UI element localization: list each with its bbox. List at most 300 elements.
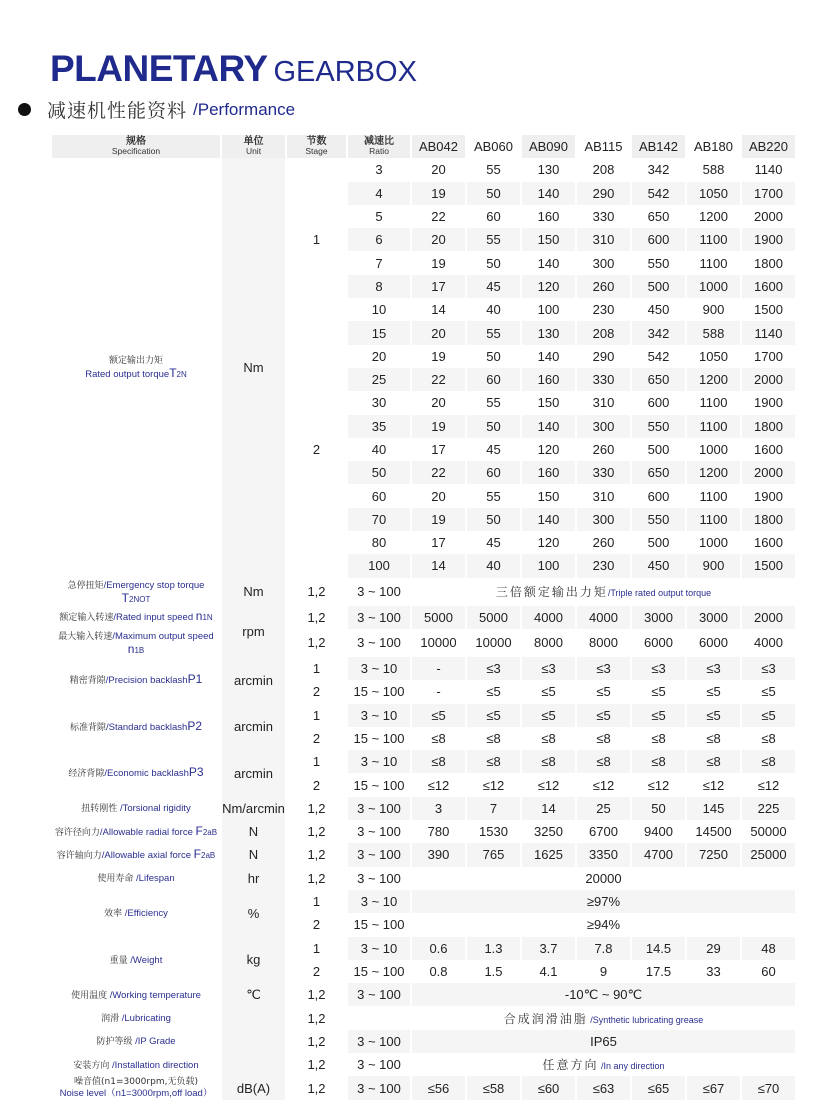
value-cell: ≤12: [687, 773, 742, 796]
ratio-cell: 3 ~ 10: [348, 937, 412, 960]
spec-label: [52, 750, 222, 797]
spec-label-en: /Standard backlash: [105, 721, 188, 733]
value-cell: 1100: [687, 391, 742, 414]
ratio-cell: 80: [348, 531, 412, 554]
stage-cell: 1,2: [287, 843, 348, 866]
spec-label: [52, 606, 222, 629]
value-cell: 230: [577, 298, 632, 321]
ratio-cell: 35: [348, 415, 412, 438]
unit-cell: [222, 1006, 287, 1076]
value-cell: 1200: [687, 368, 742, 391]
spec-label: [52, 629, 222, 657]
spec-label-en: /Weight: [127, 954, 163, 966]
value-cell: -: [412, 680, 467, 703]
value-cell: 14: [412, 554, 467, 577]
spec-label: [52, 797, 222, 820]
value-cell: 7250: [687, 843, 742, 866]
value-cell: 900: [687, 554, 742, 577]
spec-symbol: n: [127, 641, 135, 656]
ratio-cell: 15 ~ 100: [348, 960, 412, 983]
stage-cell: 1: [287, 937, 348, 960]
spec-label-en: /Installation direction: [109, 1059, 199, 1071]
spec-label-en: /Maximum output speed: [112, 630, 214, 642]
value-cell: 17: [412, 275, 467, 298]
spec-label-en: /Lifespan: [133, 873, 175, 885]
stage-cell: 1,2: [287, 983, 348, 1006]
value-cell: 290: [577, 182, 632, 205]
value-cell: 10000: [467, 629, 522, 657]
value-cell: 330: [577, 205, 632, 228]
spec-symbol: P3: [188, 765, 204, 780]
value-cell: 1625: [522, 843, 577, 866]
ratio-cell: [348, 1006, 412, 1029]
ratio-cell: 3 ~ 10: [348, 890, 412, 913]
spec-label: [52, 820, 222, 843]
value-cell: 2000: [742, 368, 797, 391]
unit-cell: hr: [222, 867, 287, 890]
value-cell: 1200: [687, 461, 742, 484]
spec-label-cn: 精密背隙: [69, 676, 106, 687]
ratio-cell: 15 ~ 100: [348, 727, 412, 750]
value-cell: 260: [577, 531, 632, 554]
value-cell: ≤5: [412, 704, 467, 727]
ratio-cell: 30: [348, 391, 412, 414]
value-cell: 450: [632, 554, 687, 577]
value-cell: 29: [687, 937, 742, 960]
value-cell: 6700: [577, 820, 632, 843]
value-cell: 120: [522, 275, 577, 298]
value-cell: 260: [577, 275, 632, 298]
merged-value-cell: ≥97%: [412, 890, 797, 913]
stage-cell: 2: [287, 960, 348, 983]
value-cell: 60: [467, 368, 522, 391]
title-bold: PLANETARY: [50, 48, 268, 89]
value-cell: ≤5: [632, 704, 687, 727]
ratio-cell: 70: [348, 508, 412, 531]
value-cell: 2000: [742, 606, 797, 629]
unit-cell: rpm: [222, 606, 287, 657]
section-subtitle: [18, 96, 295, 123]
value-cell: 25: [577, 797, 632, 820]
value-cell: 650: [632, 461, 687, 484]
value-cell: 1900: [742, 391, 797, 414]
value-cell: 1100: [687, 415, 742, 438]
value-cell: 140: [522, 251, 577, 274]
value-cell: ≤67: [687, 1076, 742, 1100]
value-cell: 60: [467, 461, 522, 484]
value-cell: 100: [522, 298, 577, 321]
spec-label: [52, 983, 222, 1006]
value-cell: 1100: [687, 251, 742, 274]
value-cell: 3000: [687, 606, 742, 629]
table-row: [52, 1076, 797, 1100]
value-cell: 50: [467, 182, 522, 205]
value-cell: 14: [522, 797, 577, 820]
ratio-cell: 3 ~ 100: [348, 578, 412, 606]
value-cell: 330: [577, 461, 632, 484]
value-cell: 140: [522, 508, 577, 531]
spec-label-cn: 额定输出力矩: [108, 355, 163, 366]
value-cell: 19: [412, 508, 467, 531]
header-model: AB142: [632, 135, 687, 158]
value-cell: 4000: [522, 606, 577, 629]
value-cell: 450: [632, 298, 687, 321]
spec-label-en: [52, 1088, 220, 1100]
table-row: [52, 606, 797, 629]
value-cell: 1000: [687, 438, 742, 461]
ratio-cell: 3 ~ 100: [348, 843, 412, 866]
header-model: AB220: [742, 135, 797, 158]
value-cell: 1800: [742, 415, 797, 438]
value-cell: 2000: [742, 205, 797, 228]
value-cell: 542: [632, 345, 687, 368]
table-row: [52, 820, 797, 843]
spec-label-cn: 额定输入转速: [59, 613, 114, 624]
unit-cell: kg: [222, 937, 287, 984]
value-cell: 500: [632, 438, 687, 461]
value-cell: 14.5: [632, 937, 687, 960]
value-cell: 650: [632, 205, 687, 228]
value-cell: 150: [522, 484, 577, 507]
value-cell: 225: [742, 797, 797, 820]
value-cell: ≤5: [577, 680, 632, 703]
subtitle-cn: 减速机性能资料: [47, 100, 188, 122]
spec-label-cn: 润滑: [101, 1014, 120, 1025]
value-cell: 1.3: [467, 937, 522, 960]
spec-symbol-sub: 2aB: [201, 850, 216, 860]
table-row: [52, 704, 797, 727]
spec-label-cn: 扭转刚性: [81, 804, 118, 815]
value-cell: ≤5: [522, 704, 577, 727]
value-cell: 60: [467, 205, 522, 228]
spec-symbol: n: [195, 609, 203, 624]
value-cell: 230: [577, 554, 632, 577]
spec-label: [52, 657, 222, 704]
spec-symbol-sub: 2aB: [202, 827, 218, 837]
value-cell: 120: [522, 531, 577, 554]
value-cell: 4.1: [522, 960, 577, 983]
stage-cell: 1: [287, 704, 348, 727]
value-cell: ≤8: [412, 727, 467, 750]
unit-cell: Nm/arcmin: [222, 797, 287, 820]
value-cell: ≤3: [522, 657, 577, 680]
value-cell: ≤5: [577, 704, 632, 727]
value-cell: 1900: [742, 484, 797, 507]
spec-label-cn: 标准背隙: [69, 722, 106, 733]
ratio-cell: 3 ~ 100: [348, 1053, 412, 1076]
ratio-cell: 3 ~ 100: [348, 797, 412, 820]
spec-label-en-text: Noise level（n1=3000rpm,off load）: [59, 1088, 213, 1100]
value-cell: 310: [577, 228, 632, 251]
spec-symbol: P1: [187, 672, 203, 687]
value-cell: 33: [687, 960, 742, 983]
spec-label-en-text: Rated output torque: [85, 368, 170, 380]
value-cell: ≤5: [687, 704, 742, 727]
value-cell: 50: [467, 251, 522, 274]
value-cell: 780: [412, 820, 467, 843]
spec-label: [52, 1076, 222, 1100]
unit-cell: N: [222, 820, 287, 843]
header-model: AB060: [467, 135, 522, 158]
ratio-cell: 3: [348, 158, 412, 181]
value-cell: 22: [412, 368, 467, 391]
value-cell: 55: [467, 158, 522, 181]
stage-cell: 2: [287, 727, 348, 750]
value-cell: 5000: [412, 606, 467, 629]
value-cell: ≤8: [467, 750, 522, 773]
ratio-cell: 50: [348, 461, 412, 484]
value-cell: 1050: [687, 345, 742, 368]
spec-label-cn: 使用寿命: [97, 874, 134, 885]
value-cell: 1600: [742, 531, 797, 554]
value-cell: 310: [577, 391, 632, 414]
table-row: [52, 937, 797, 960]
unit-cell: ℃: [222, 983, 287, 1006]
value-cell: 0.6: [412, 937, 467, 960]
note-cn: 三倍额定输出力矩: [495, 585, 608, 600]
ratio-cell: 3 ~ 10: [348, 657, 412, 680]
value-cell: 765: [467, 843, 522, 866]
value-cell: ≤12: [742, 773, 797, 796]
value-cell: 1500: [742, 298, 797, 321]
value-cell: 208: [577, 321, 632, 344]
stage-cell: 1,2: [287, 578, 348, 606]
value-cell: 3250: [522, 820, 577, 843]
value-cell: -: [412, 657, 467, 680]
table-row: [52, 750, 797, 773]
spec-label: [52, 867, 222, 890]
value-cell: 6000: [687, 629, 742, 657]
stage-cell: 1,2: [287, 1076, 348, 1100]
spec-label-cn: 效率: [104, 909, 123, 920]
value-cell: 40: [467, 554, 522, 577]
stage-cell: 2: [287, 321, 348, 577]
note-cn: 任意方向: [542, 1058, 599, 1073]
stage-cell: 1,2: [287, 629, 348, 657]
subtitle-en: /Performance: [193, 99, 296, 119]
value-cell: 50: [632, 797, 687, 820]
spec-symbol-sub: 2N: [176, 369, 187, 379]
value-cell: ≤5: [687, 680, 742, 703]
value-cell: 0.8: [412, 960, 467, 983]
title-light: GEARBOX: [273, 56, 417, 88]
ratio-cell: 3 ~ 10: [348, 704, 412, 727]
value-cell: ≤12: [467, 773, 522, 796]
spec-label-en: /Lubricating: [119, 1013, 171, 1025]
value-cell: ≤8: [742, 727, 797, 750]
stage-cell: 2: [287, 913, 348, 936]
spec-label: [52, 578, 222, 606]
spec-label-cn: 经济背隙: [68, 769, 105, 780]
value-cell: 22: [412, 461, 467, 484]
value-cell: 160: [522, 461, 577, 484]
value-cell: 1800: [742, 508, 797, 531]
note-en: /Synthetic lubricating grease: [587, 1014, 704, 1025]
note-cn: 合成润滑油脂: [503, 1011, 588, 1026]
table-row: [52, 1006, 797, 1029]
header-stage: 节数 Stage: [287, 135, 348, 158]
stage-cell: 2: [287, 773, 348, 796]
value-cell: 342: [632, 321, 687, 344]
table-row: [52, 843, 797, 866]
stage-cell: 1,2: [287, 1006, 348, 1029]
table-row: [52, 629, 797, 657]
value-cell: 1200: [687, 205, 742, 228]
value-cell: ≤5: [467, 680, 522, 703]
value-cell: ≤3: [632, 657, 687, 680]
ratio-cell: 10: [348, 298, 412, 321]
value-cell: 22: [412, 205, 467, 228]
value-cell: 330: [577, 368, 632, 391]
value-cell: 140: [522, 415, 577, 438]
header-model: AB042: [412, 135, 467, 158]
value-cell: 550: [632, 508, 687, 531]
bullet-icon: [18, 103, 31, 116]
value-cell: 600: [632, 391, 687, 414]
merged-value-cell: 20000: [412, 867, 797, 890]
value-cell: 50: [467, 345, 522, 368]
unit-cell: arcmin: [222, 704, 287, 751]
value-cell: ≤12: [522, 773, 577, 796]
value-cell: 4000: [742, 629, 797, 657]
value-cell: 145: [687, 797, 742, 820]
ratio-cell: 15: [348, 321, 412, 344]
spec-label-cn: 重量: [109, 955, 128, 966]
value-cell: 4000: [577, 606, 632, 629]
value-cell: 300: [577, 415, 632, 438]
value-cell: 300: [577, 251, 632, 274]
ratio-cell: 3 ~ 10: [348, 750, 412, 773]
table-body: [52, 158, 797, 1100]
value-cell: ≤3: [577, 657, 632, 680]
value-cell: 1140: [742, 158, 797, 181]
value-cell: 550: [632, 251, 687, 274]
note-en: /In any direction: [598, 1061, 665, 1072]
merged-value-cell: ≥94%: [412, 913, 797, 936]
ratio-cell: 5: [348, 205, 412, 228]
table-row: [52, 578, 797, 606]
value-cell: 120: [522, 438, 577, 461]
spec-symbol-sub: 1B: [134, 645, 145, 655]
value-cell: ≤8: [522, 727, 577, 750]
value-cell: 550: [632, 415, 687, 438]
table-header-row: [52, 135, 797, 158]
value-cell: 55: [467, 484, 522, 507]
ratio-cell: 3 ~ 100: [348, 629, 412, 657]
value-cell: 3000: [632, 606, 687, 629]
value-cell: ≤3: [687, 657, 742, 680]
merged-value-cell: [412, 1006, 797, 1029]
value-cell: 150: [522, 228, 577, 251]
value-cell: 130: [522, 158, 577, 181]
spec-label: [52, 1030, 222, 1053]
table-row: [52, 1030, 797, 1053]
page-title: [50, 48, 417, 90]
value-cell: 3: [412, 797, 467, 820]
unit-cell: N: [222, 843, 287, 866]
spec-label-en: /Allowable axial force: [101, 849, 194, 861]
value-cell: 140: [522, 182, 577, 205]
unit-cell: arcmin: [222, 750, 287, 797]
stage-cell: 1,2: [287, 797, 348, 820]
value-cell: 260: [577, 438, 632, 461]
spec-label-en: [52, 367, 220, 381]
stage-cell: 1: [287, 750, 348, 773]
value-cell: 25000: [742, 843, 797, 866]
spec-label-en: /IP Grade: [132, 1036, 176, 1048]
value-cell: ≤60: [522, 1076, 577, 1100]
value-cell: 55: [467, 321, 522, 344]
stage-cell: 2: [287, 680, 348, 703]
value-cell: ≤58: [467, 1076, 522, 1100]
value-cell: 17.5: [632, 960, 687, 983]
value-cell: 7: [467, 797, 522, 820]
value-cell: 17: [412, 531, 467, 554]
stage-cell: 1,2: [287, 606, 348, 629]
table-row: [52, 983, 797, 1006]
unit-cell: dB(A): [222, 1076, 287, 1100]
ratio-cell: 40: [348, 438, 412, 461]
ratio-cell: 3 ~ 100: [348, 606, 412, 629]
value-cell: 588: [687, 158, 742, 181]
value-cell: ≤70: [742, 1076, 797, 1100]
spec-label-en: /Torsional rigidity: [117, 803, 191, 815]
value-cell: 1.5: [467, 960, 522, 983]
value-cell: 48: [742, 937, 797, 960]
ratio-cell: 25: [348, 368, 412, 391]
ratio-cell: 3 ~ 100: [348, 983, 412, 1006]
value-cell: 140: [522, 345, 577, 368]
spec-label-en: /Working temperature: [107, 989, 201, 1001]
ratio-cell: 6: [348, 228, 412, 251]
value-cell: 50000: [742, 820, 797, 843]
stage-cell: 1: [287, 158, 348, 321]
table-row: [52, 657, 797, 680]
spec-label-cn: 急停扭矩: [67, 580, 104, 591]
spec-label-cn: 使用温度: [71, 990, 108, 1001]
value-cell: ≤12: [412, 773, 467, 796]
value-cell: 2000: [742, 461, 797, 484]
value-cell: ≤5: [522, 680, 577, 703]
spec-symbol: T: [121, 590, 129, 605]
value-cell: ≤8: [577, 750, 632, 773]
note-en: /Triple rated output torque: [607, 588, 712, 599]
value-cell: 20: [412, 484, 467, 507]
spec-label: [52, 890, 222, 937]
spec-label-en: /Rated input speed: [113, 612, 196, 624]
value-cell: 300: [577, 508, 632, 531]
table-row: [52, 1053, 797, 1076]
spec-label: [52, 1053, 222, 1076]
ratio-cell: 7: [348, 251, 412, 274]
merged-value-cell: IP65: [412, 1030, 797, 1053]
value-cell: 650: [632, 368, 687, 391]
spec-label-en: /Allowable radial force: [99, 826, 196, 838]
value-cell: 7.8: [577, 937, 632, 960]
spec-symbol: T: [169, 365, 177, 380]
value-cell: ≤12: [577, 773, 632, 796]
stage-cell: 1,2: [287, 1053, 348, 1076]
value-cell: 600: [632, 228, 687, 251]
value-cell: 500: [632, 275, 687, 298]
value-cell: 390: [412, 843, 467, 866]
value-cell: ≤63: [577, 1076, 632, 1100]
value-cell: 6000: [632, 629, 687, 657]
value-cell: 290: [577, 345, 632, 368]
spec-label-en: /Efficiency: [122, 908, 168, 920]
value-cell: ≤8: [522, 750, 577, 773]
value-cell: 5000: [467, 606, 522, 629]
